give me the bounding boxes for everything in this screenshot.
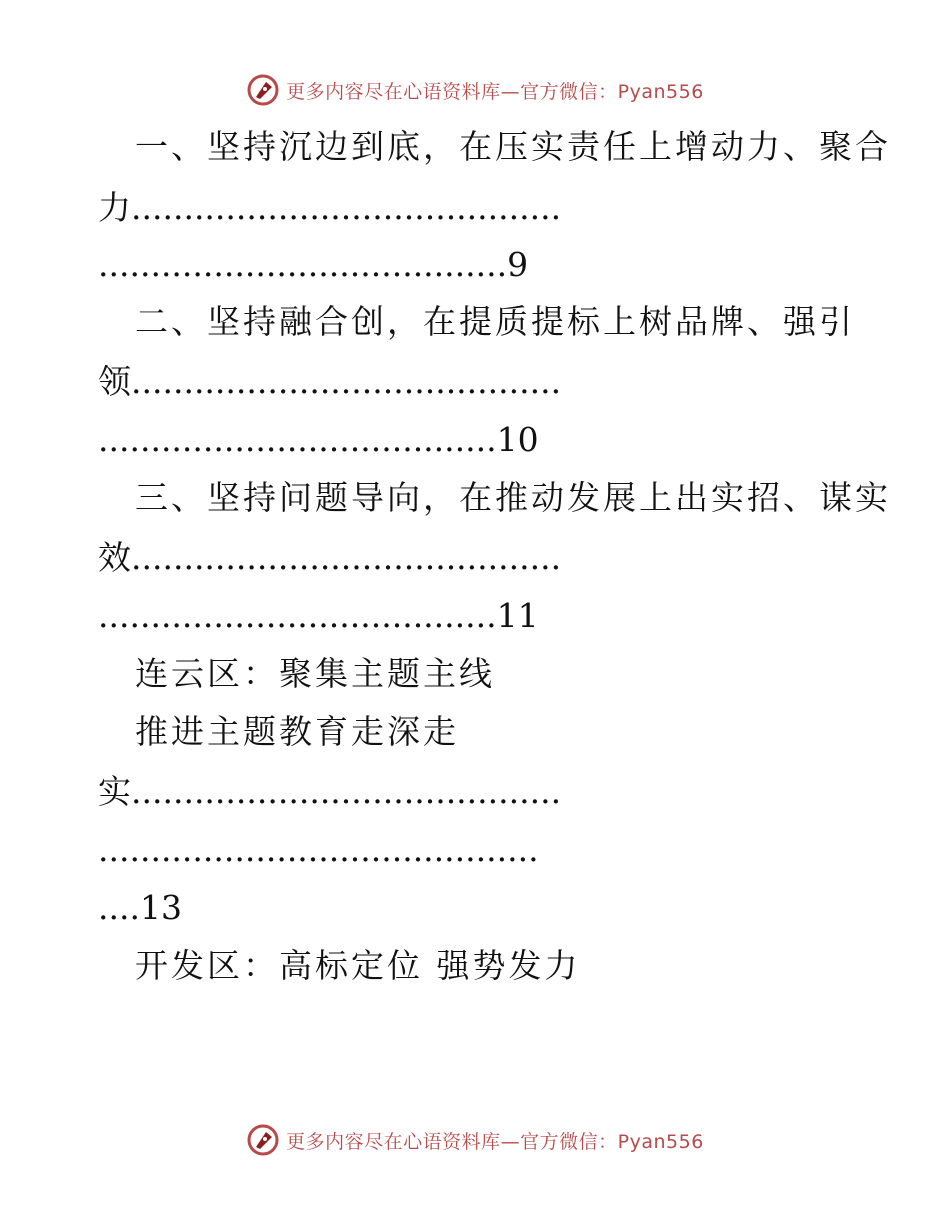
header-watermark (0, 70, 950, 110)
pen-nib-logo-icon (246, 73, 280, 107)
toc-entry-4-title: 推进主题教育走深走 (135, 712, 459, 751)
toc-entry-1-page: .......................................9 (98, 245, 529, 284)
toc-entry-1-leader: 力......................................... (98, 188, 562, 227)
toc-entry-3-title: 三、坚持问题导向，在推动发展上出实招、谋实 (135, 478, 891, 517)
toc-entry-2-title: 二、坚持融合创，在提质提标上树品牌、强引 (135, 302, 855, 341)
watermark-text: 更多内容尽在心语资料库—官方微信：Pyan556 (286, 80, 704, 103)
toc-entry-1-title: 一、坚持沉边到底，在压实责任上增动力、聚合 (135, 127, 891, 166)
toc-entry-3-page: ......................................11 (98, 596, 539, 635)
watermark-text: 更多内容尽在心语资料库—官方微信：Pyan556 (286, 1130, 704, 1153)
toc-entry-4-leader: 实......................................... (98, 772, 562, 811)
toc-entry-4-page: ....13 (98, 888, 182, 927)
toc-entry-4-leader-cont: .......................................... (98, 830, 539, 869)
toc-entry-2-leader: 领......................................... (98, 362, 562, 401)
toc-entry-2-page: ......................................10 (98, 420, 539, 459)
toc-section-lianyun: 连云区：聚集主题主线 (135, 654, 495, 693)
footer-watermark (0, 1120, 950, 1160)
toc-entry-3-leader: 效......................................... (98, 538, 562, 577)
toc-section-kaifa: 开发区：高标定位 强势发力 (135, 946, 581, 985)
pen-nib-logo-icon (246, 1123, 280, 1157)
